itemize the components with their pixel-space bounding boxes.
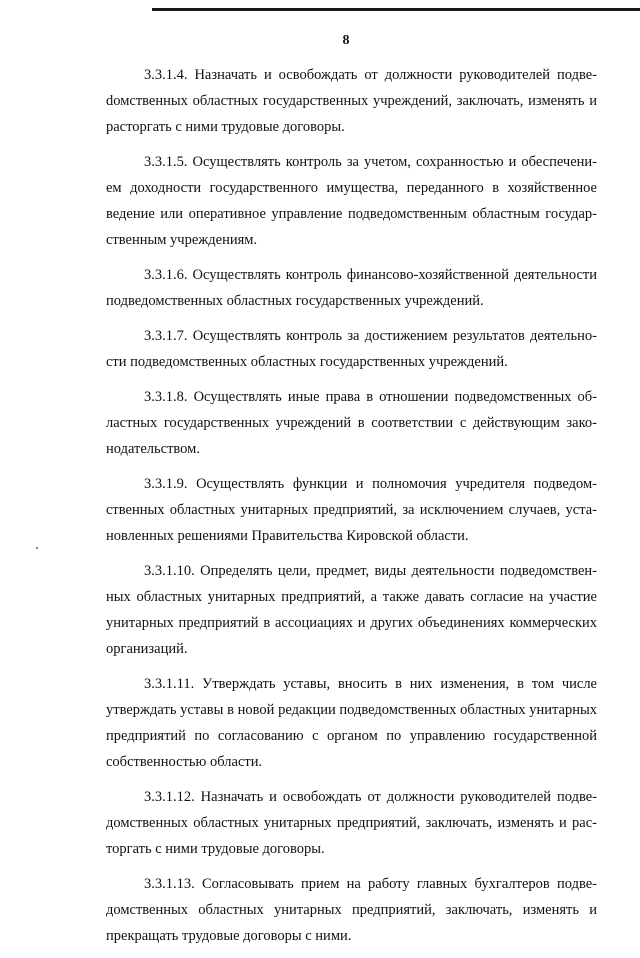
paragraph-3-3-1-7: 3.3.1.7. Осуществлять контроль за достижением результатов деятельности подведомственных областных государственных учреждений. [106,328,597,370]
document-body [106,62,597,958]
paragraph-3-3-1-11: 3.3.1.11. Утверждать уставы, вносить в них изменения, в том числе утверждать уставы в новой редакции подведомственных областных унитарных предприятий по согласованию с органом по управлению государственной собственностью области. [106,676,597,770]
paragraph-3-3-1-13: 3.3.1.13. Согласовывать прием на работу главных бухгалтеров подведомственных областных унитарных предприятий, заключать, изменять и прекращать трудовые договоры с ними. [106,876,597,944]
top-scan-border [152,8,640,11]
paragraph-3-3-1-4: 3.3.1.4. Назначать и освобождать от должности руководителей подвеdомственных областных государственных учреждений, заключать, изменять и расторгать с ними трудовые договоры. [106,67,597,135]
paragraph-3-3-1-9: 3.3.1.9. Осуществлять функции и полномочия учредителя подведомственных областных унитарных предприятий, за исключением случаев, установленных решениями Правительства Кировской области. [106,476,597,544]
paragraph-3-3-1-10: 3.3.1.10. Определять цели, предмет, виды деятельности подведомственных областных унитарных предприятий, а также давать согласие на участие унитарных предприятий в ассоциациях и других объединениях коммерческих организаций. [106,563,597,657]
paragraph-3-3-1-12: 3.3.1.12. Назначать и освобождать от должности руководителей подведомственных областных унитарных предприятий, заключать, изменять и расторгать с ними трудовые договоры. [106,789,597,857]
paragraph-3-3-1-5: 3.3.1.5. Осуществлять контроль за учетом, сохранностью и обеспечением доходности государственного имущества, переданного в хозяйственное ведение или оперативное управление подведомственным областным государственным учреждениям. [106,154,597,248]
paragraph-3-3-1-6: 3.3.1.6. Осуществлять контроль финансово-хозяйственной деятельности подведомственных областных государственных учреждений. [106,267,597,309]
page-number: 8 [342,33,350,48]
paragraph-3-3-1-8: 3.3.1.8. Осуществлять иные права в отношении подведомственных областных государственных учреждений в соответствии с действующим законодательством. [106,389,597,457]
scan-speck [36,547,38,549]
